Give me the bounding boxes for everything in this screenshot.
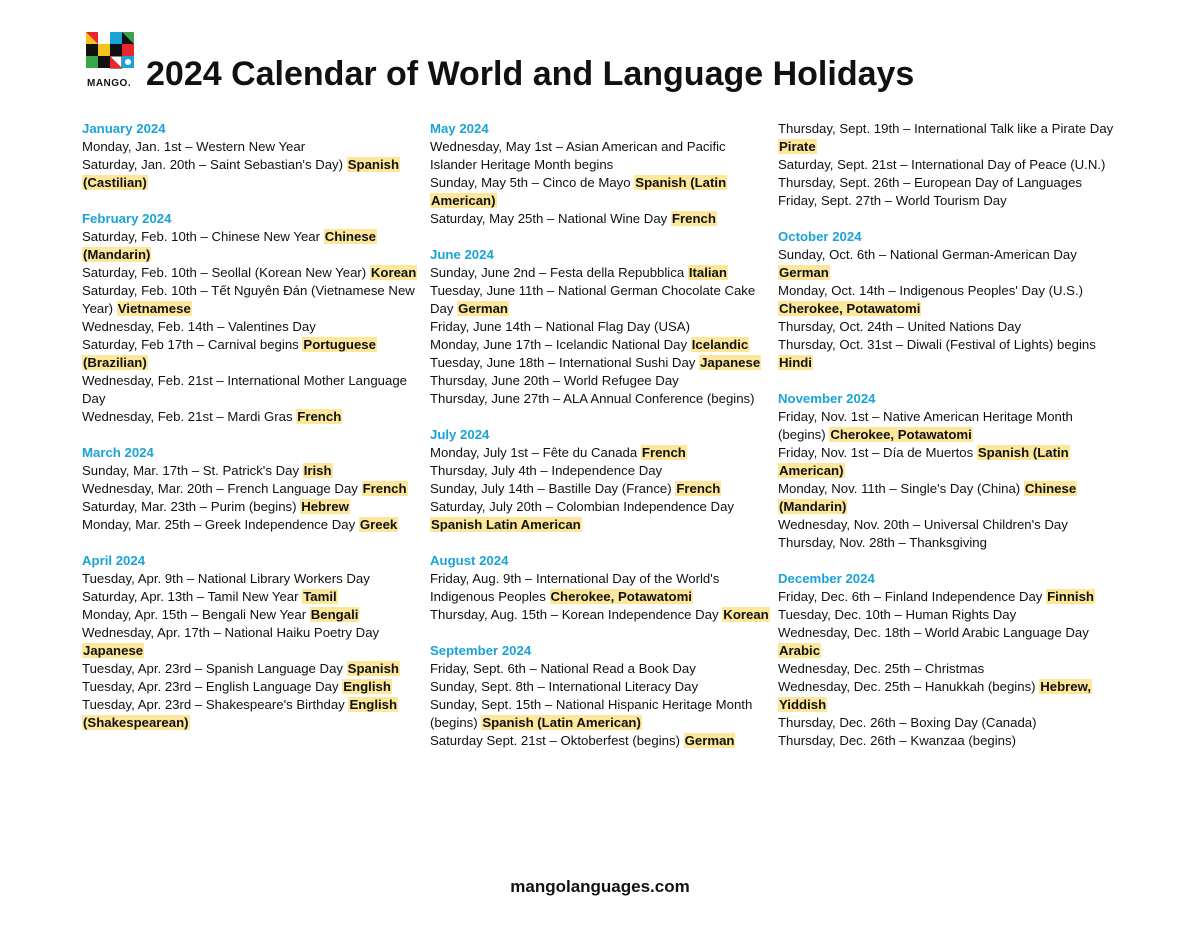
- holiday-entry: [778, 660, 1123, 678]
- month-title: October 2024: [778, 229, 862, 244]
- holiday-text: Saturday, July 20th – Colombian Independence Day: [430, 499, 734, 514]
- language-tag: Chinese (Mandarin): [83, 229, 376, 262]
- language-tag: French: [641, 445, 686, 460]
- holiday-text: Friday, June 14th – National Flag Day (USA): [430, 319, 690, 334]
- holiday-text: Saturday, Feb 17th – Carnival begins: [82, 337, 299, 352]
- holiday-entry: [430, 696, 775, 732]
- language-tag: Spanish: [347, 661, 399, 676]
- holiday-text: Friday, Dec. 6th – Finland Independence Day: [778, 589, 1043, 604]
- month-section: [778, 120, 1123, 210]
- holiday-text: Wednesday, Nov. 20th – Universal Children's Day: [778, 517, 1068, 532]
- holiday-entry: [778, 246, 1123, 282]
- month-title: December 2024: [778, 571, 875, 586]
- language-tag: Vietnamese: [117, 301, 191, 316]
- language-tag: Hebrew: [301, 499, 349, 514]
- month-section: [430, 120, 775, 228]
- holiday-text: Tuesday, Apr. 9th – National Library Workers Day: [82, 571, 370, 586]
- language-tag: Chinese (Mandarin): [779, 481, 1077, 514]
- holiday-entry: [778, 480, 1123, 516]
- holiday-text: Saturday, Apr. 13th – Tamil New Year: [82, 589, 299, 604]
- month-section: [430, 246, 775, 408]
- holiday-text: Thursday, July 4th – Independence Day: [430, 463, 663, 478]
- holiday-text: Thursday, June 27th – ALA Annual Conference (begins): [430, 391, 755, 406]
- holiday-text: Sunday, June 2nd – Festa della Repubblica: [430, 265, 685, 280]
- month-section: [82, 120, 422, 192]
- language-tag: Arabic: [779, 643, 821, 658]
- language-tag: English (Shakespearean): [83, 697, 398, 730]
- holiday-entry: [778, 534, 1123, 552]
- logo-text: MANGO.: [87, 78, 132, 89]
- holiday-entry: [778, 408, 1123, 444]
- language-tag: Bengali: [310, 607, 359, 622]
- holiday-entry: [778, 444, 1123, 480]
- language-tag: Greek: [359, 517, 398, 532]
- month-section: [778, 228, 1123, 372]
- language-tag: Korean: [723, 607, 769, 622]
- holiday-text: Wednesday, Dec. 18th – World Arabic Language Day: [778, 625, 1089, 640]
- language-tag: Spanish (Latin American): [779, 445, 1069, 478]
- holiday-entry: [82, 336, 422, 372]
- language-tag: Tamil: [303, 589, 337, 604]
- holiday-entry: [82, 372, 422, 408]
- mango-logo: [86, 32, 142, 92]
- holiday-text: Thursday, Sept. 19th – International Talk like a Pirate Day: [778, 121, 1114, 136]
- holiday-entry: [430, 390, 775, 408]
- language-tag: Irish: [303, 463, 332, 478]
- holiday-entry: [430, 372, 775, 390]
- holiday-text: Tuesday, Apr. 23rd – Spanish Language Day: [82, 661, 343, 676]
- holiday-text: Wednesday, Feb. 21st – International Mother Language Day: [82, 373, 408, 406]
- holiday-entry: [82, 588, 422, 606]
- month-title: July 2024: [430, 427, 490, 442]
- holiday-entry: [778, 120, 1123, 156]
- language-tag: German: [779, 265, 829, 280]
- holiday-entry: [778, 336, 1123, 372]
- holiday-text: Friday, Sept. 27th – World Tourism Day: [778, 193, 1007, 208]
- month-section: [82, 210, 422, 426]
- holiday-entry: [82, 156, 422, 192]
- holiday-entry: [430, 336, 775, 354]
- holiday-text: Friday, Nov. 1st – Día de Muertos: [778, 445, 974, 460]
- holiday-text: Saturday, May 25th – National Wine Day: [430, 211, 668, 226]
- holiday-text: Wednesday, Dec. 25th – Christmas: [778, 661, 985, 676]
- mango-logo-icon: [86, 32, 142, 78]
- holiday-text: Friday, Aug. 9th – International Day of the World's Indigenous Peoples: [430, 571, 720, 604]
- month-title: August 2024: [430, 553, 509, 568]
- language-tag: Pirate: [779, 139, 816, 154]
- holiday-text: Saturday, Sept. 21st – International Day of Peace (U.N.): [778, 157, 1106, 172]
- holiday-entry: [430, 480, 775, 498]
- holiday-entry: [430, 660, 775, 678]
- holiday-entry: [82, 696, 422, 732]
- page-title: 2024 Calendar of World and Language Holidays: [146, 55, 915, 93]
- holiday-entry: [778, 192, 1123, 210]
- holiday-text: Friday, Sept. 6th – National Read a Book Day: [430, 661, 696, 676]
- month-title: January 2024: [82, 121, 166, 136]
- holiday-entry: [430, 462, 775, 480]
- holiday-text: Thursday, Dec. 26th – Boxing Day (Canada): [778, 715, 1037, 730]
- language-tag: Hindi: [779, 355, 812, 370]
- holiday-text: Thursday, Oct. 24th – United Nations Day: [778, 319, 1022, 334]
- holiday-entry: [778, 714, 1123, 732]
- holiday-entry: [82, 228, 422, 264]
- holiday-entry: [778, 606, 1123, 624]
- language-tag: Spanish (Castilian): [83, 157, 400, 190]
- month-section: [430, 426, 775, 534]
- holiday-entry: [82, 570, 422, 588]
- holiday-entry: [430, 282, 775, 318]
- holiday-text: Wednesday, Apr. 17th – National Haiku Poetry Day: [82, 625, 380, 640]
- language-tag: German: [458, 301, 508, 316]
- month-title: March 2024: [82, 445, 154, 460]
- language-tag: Italian: [688, 265, 727, 280]
- holiday-text: Wednesday, Feb. 21st – Mardi Gras: [82, 409, 293, 424]
- holiday-entry: [778, 156, 1123, 174]
- holiday-text: Saturday, Mar. 23th – Purim (begins): [82, 499, 297, 514]
- column-1: [82, 120, 422, 750]
- holiday-text: Tuesday, Apr. 23rd – English Language Day: [82, 679, 339, 694]
- holiday-entry: [82, 480, 422, 498]
- month-section: [82, 444, 422, 534]
- holiday-entry: [430, 354, 775, 372]
- language-tag: French: [297, 409, 342, 424]
- holiday-entry: [430, 678, 775, 696]
- holiday-entry: [82, 624, 422, 660]
- holiday-entry: [82, 678, 422, 696]
- month-title: April 2024: [82, 553, 146, 568]
- language-tag: Cherokee, Potawatomi: [779, 301, 921, 316]
- holiday-entry: [82, 660, 422, 678]
- holiday-entry: [430, 138, 775, 174]
- holiday-text: Tuesday, June 11th – National German Chocolate Cake Day: [430, 283, 756, 316]
- month-title: November 2024: [778, 391, 876, 406]
- language-tag: Spanish (Latin American): [431, 175, 727, 208]
- holiday-entry: [430, 732, 775, 750]
- month-title: February 2024: [82, 211, 172, 226]
- holiday-entry: [430, 174, 775, 210]
- language-tag: Japanese: [700, 355, 761, 370]
- holiday-entry: [778, 174, 1123, 192]
- holiday-text: Friday, Nov. 1st – Native American Heritage Month (begins): [778, 409, 1073, 442]
- holiday-entry: [82, 408, 422, 426]
- month-title: May 2024: [430, 121, 489, 136]
- holiday-entry: [430, 318, 775, 336]
- holiday-text: Saturday, Feb. 10th – Seollal (Korean New Year): [82, 265, 367, 280]
- holiday-text: Thursday, Oct. 31st – Diwali (Festival of Lights) begins: [778, 337, 1096, 352]
- holiday-text: Sunday, Sept. 15th – National Hispanic Heritage Month (begins): [430, 697, 753, 730]
- month-section: [430, 642, 775, 750]
- holiday-text: Tuesday, June 18th – International Sushi Day: [430, 355, 696, 370]
- language-tag: Portuguese (Brazilian): [83, 337, 376, 370]
- column-2: [430, 120, 775, 768]
- holiday-entry: [82, 264, 422, 282]
- holiday-entry: [778, 588, 1123, 606]
- holiday-entry: [778, 318, 1123, 336]
- holiday-text: Wednesday, Feb. 14th – Valentines Day: [82, 319, 316, 334]
- holiday-text: Monday, June 17th – Icelandic National Day: [430, 337, 688, 352]
- holiday-entry: [430, 444, 775, 462]
- language-tag: Cherokee, Potawatomi: [830, 427, 972, 442]
- month-section: [430, 552, 775, 624]
- holiday-text: Thursday, Dec. 26th – Kwanzaa (begins): [778, 733, 1016, 748]
- holiday-text: Monday, Mar. 25th – Greek Independence Day: [82, 517, 356, 532]
- holiday-text: Tuesday, Dec. 10th – Human Rights Day: [778, 607, 1017, 622]
- holiday-text: Saturday, Feb. 10th – Tết Nguyên Đán (Vietnamese New Year): [82, 283, 415, 316]
- holiday-text: Sunday, Mar. 17th – St. Patrick's Day: [82, 463, 300, 478]
- holiday-text: Sunday, Oct. 6th – National German-American Day: [778, 247, 1077, 262]
- holiday-text: Thursday, Aug. 15th – Korean Independence Day: [430, 607, 719, 622]
- month-title: September 2024: [430, 643, 532, 658]
- holiday-text: Wednesday, Dec. 25th – Hanukkah (begins): [778, 679, 1036, 694]
- language-tag: French: [676, 481, 721, 496]
- holiday-text: Monday, Oct. 14th – Indigenous Peoples' Day (U.S.): [778, 283, 1084, 298]
- holiday-entry: [82, 282, 422, 318]
- holiday-text: Sunday, Sept. 8th – International Literacy Day: [430, 679, 699, 694]
- holiday-text: Monday, July 1st – Fête du Canada: [430, 445, 638, 460]
- holiday-text: Sunday, July 14th – Bastille Day (France): [430, 481, 672, 496]
- language-tag: Hebrew, Yiddish: [779, 679, 1092, 712]
- month-section: [82, 552, 422, 732]
- language-tag: Spanish (Latin American): [482, 715, 641, 730]
- holiday-text: Wednesday, May 1st – Asian American and Pacific Islander Heritage Month begins: [430, 139, 726, 172]
- language-tag: Icelandic: [691, 337, 749, 352]
- holiday-entry: [430, 498, 775, 534]
- month-title: June 2024: [430, 247, 494, 262]
- language-tag: English: [343, 679, 391, 694]
- language-tag: French: [671, 211, 716, 226]
- language-tag: French: [362, 481, 407, 496]
- holiday-text: Thursday, Nov. 28th – Thanksgiving: [778, 535, 987, 550]
- language-tag: Japanese: [83, 643, 144, 658]
- holiday-text: Tuesday, Apr. 23rd – Shakespeare's Birthday: [82, 697, 345, 712]
- holiday-entry: [82, 138, 422, 156]
- holiday-text: Saturday, Jan. 20th – Saint Sebastian's Day): [82, 157, 344, 172]
- holiday-entry: [82, 516, 422, 534]
- language-tag: Finnish: [1047, 589, 1094, 604]
- holiday-text: Monday, Nov. 11th – Single's Day (China): [778, 481, 1021, 496]
- holiday-text: Saturday, Feb. 10th – Chinese New Year: [82, 229, 321, 244]
- holiday-text: Sunday, May 5th – Cinco de Mayo: [430, 175, 631, 190]
- footer-url[interactable]: mangolanguages.com: [510, 877, 690, 896]
- month-section: [778, 570, 1123, 750]
- holiday-entry: [778, 678, 1123, 714]
- holiday-entry: [430, 606, 775, 624]
- holiday-text: Thursday, Sept. 26th – European Day of Languages: [778, 175, 1083, 190]
- holiday-entry: [778, 624, 1123, 660]
- language-tag: Spanish Latin American: [431, 517, 581, 532]
- holiday-entry: [430, 264, 775, 282]
- holiday-entry: [778, 732, 1123, 750]
- holiday-entry: [82, 498, 422, 516]
- column-3: [778, 120, 1123, 768]
- holiday-text: Monday, Apr. 15th – Bengali New Year: [82, 607, 307, 622]
- holiday-entry: [778, 516, 1123, 534]
- language-tag: Cherokee, Potawatomi: [550, 589, 692, 604]
- holiday-entry: [430, 210, 775, 228]
- holiday-entry: [82, 318, 422, 336]
- language-tag: Korean: [370, 265, 417, 280]
- holiday-entry: [82, 462, 422, 480]
- holiday-text: Thursday, June 20th – World Refugee Day: [430, 373, 679, 388]
- month-section: [778, 390, 1123, 552]
- holiday-entry: [430, 570, 775, 606]
- language-tag: German: [684, 733, 735, 748]
- holiday-text: Monday, Jan. 1st – Western New Year: [82, 139, 306, 154]
- holiday-entry: [82, 606, 422, 624]
- holiday-text: Saturday Sept. 21st – Oktoberfest (begins): [430, 733, 680, 748]
- holiday-text: Wednesday, Mar. 20th – French Language Day: [82, 481, 358, 496]
- holiday-entry: [778, 282, 1123, 318]
